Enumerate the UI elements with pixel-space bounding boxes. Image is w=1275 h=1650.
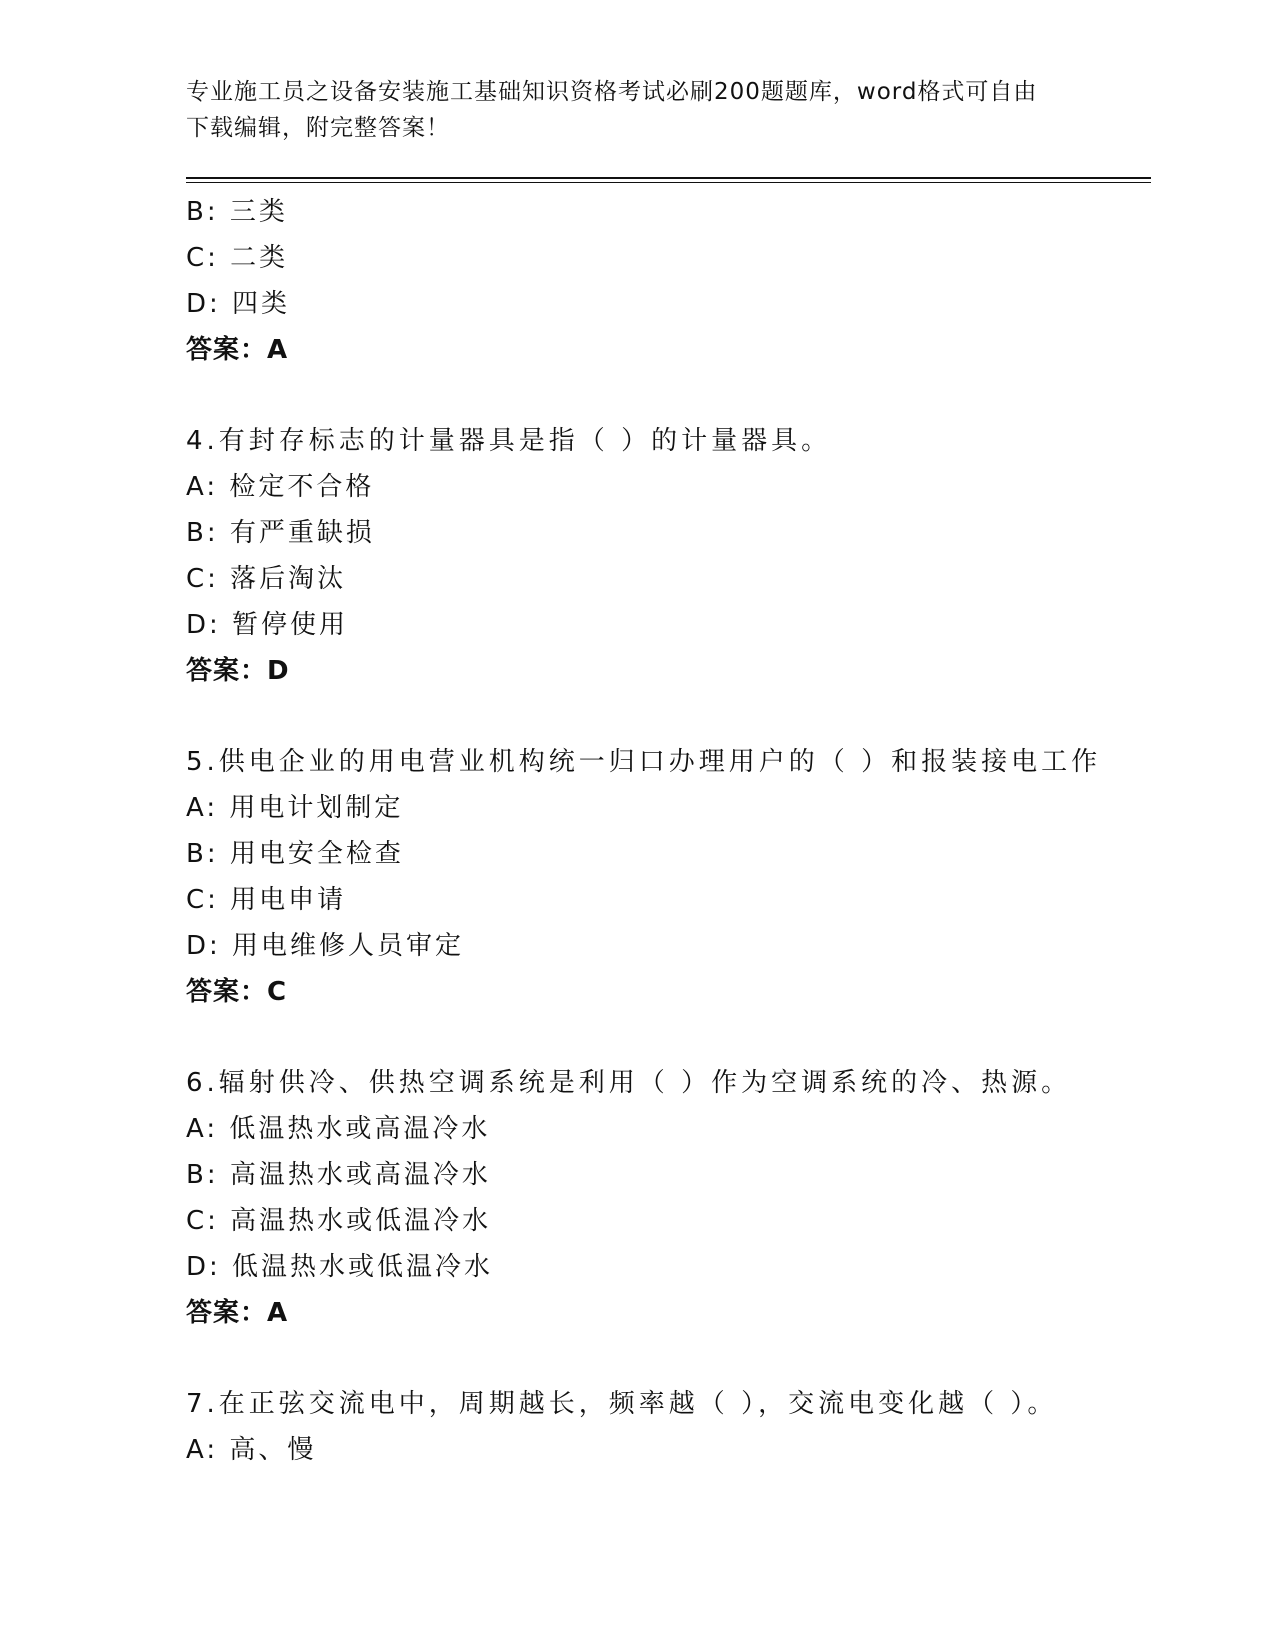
spacer	[186, 694, 1151, 739]
spacer	[186, 1336, 1151, 1381]
question-stem: 5.供电企业的用电营业机构统一归口办理用户的（ ）和报装接电工作	[186, 747, 1102, 777]
answer-label: 答案：	[186, 335, 268, 365]
option-a: A: 低温热水或高温冷水	[186, 1114, 491, 1144]
answer-value: A	[267, 335, 289, 365]
question-stem: 4.有封存标志的计量器具是指（ ）的计量器具。	[186, 426, 832, 456]
option-d: D: 低温热水或低温冷水	[186, 1252, 494, 1282]
spacer	[186, 1015, 1151, 1060]
option-d: D: 暂停使用	[186, 610, 349, 640]
header-title-line-2: 下载编辑，附完整答案！	[186, 115, 450, 141]
header-title-line-1: 专业施工员之设备安装施工基础知识资格考试必刷200题题库，word格式可自由	[186, 79, 1038, 105]
question-stem: 7.在正弦交流电中，周期越长，频率越（ ），交流电变化越（ ）。	[186, 1389, 1058, 1419]
header-divider-thin	[186, 182, 1151, 183]
option-a: A: 检定不合格	[186, 472, 375, 502]
question-stem: 6.辐射供冷、供热空调系统是利用（ ）作为空调系统的冷、热源。	[186, 1068, 1072, 1098]
answer-value: D	[267, 656, 290, 686]
header-divider-thick	[186, 177, 1151, 179]
option-d: D: 四类	[186, 289, 291, 319]
option-c: C: 用电申请	[186, 885, 347, 915]
answer-label: 答案：	[186, 1298, 268, 1328]
question-4	[186, 418, 1151, 694]
option-d: D: 用电维修人员审定	[186, 931, 465, 961]
answer-value: C	[267, 977, 288, 1007]
option-b: B: 三类	[186, 197, 288, 227]
question-list	[186, 189, 1151, 1473]
answer-label: 答案：	[186, 977, 268, 1007]
question-3-continued	[186, 189, 1151, 373]
answer-line	[186, 1290, 1151, 1336]
spacer	[186, 373, 1151, 418]
question-7	[186, 1381, 1151, 1473]
question-5	[186, 739, 1151, 1015]
option-c: C: 落后淘汰	[186, 564, 347, 594]
answer-value: A	[267, 1298, 289, 1328]
document-header	[186, 74, 1086, 146]
answer-line	[186, 648, 1151, 694]
option-c: C: 二类	[186, 243, 289, 273]
option-a: A: 高、慢	[186, 1435, 317, 1465]
option-c: C: 高温热水或低温冷水	[186, 1206, 492, 1236]
answer-label: 答案：	[186, 656, 268, 686]
question-6	[186, 1060, 1151, 1336]
option-b: B: 高温热水或高温冷水	[186, 1160, 491, 1190]
option-a: A: 用电计划制定	[186, 793, 404, 823]
option-b: B: 有严重缺损	[186, 518, 375, 548]
answer-line	[186, 327, 1151, 373]
answer-line	[186, 969, 1151, 1015]
option-b: B: 用电安全检查	[186, 839, 404, 869]
